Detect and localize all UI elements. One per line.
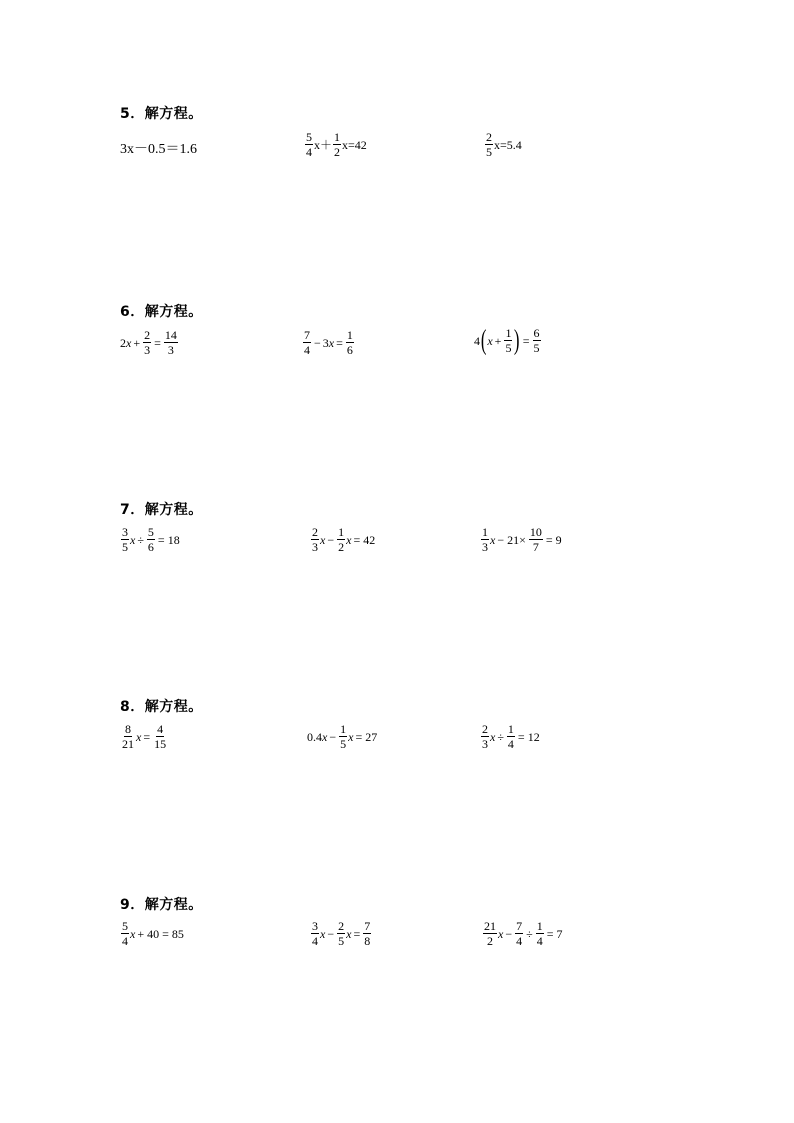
variable: x xyxy=(320,532,326,547)
problem-8 xyxy=(0,696,794,886)
fraction-denominator: 4 xyxy=(304,343,310,357)
fraction-denominator: 5 xyxy=(533,341,540,355)
fraction xyxy=(337,526,345,553)
fraction xyxy=(533,327,541,354)
fraction xyxy=(504,327,512,354)
fraction-denominator: 21 xyxy=(122,737,134,751)
fraction xyxy=(153,723,167,750)
fraction xyxy=(339,723,347,750)
operator: ÷ xyxy=(137,532,144,547)
fraction-numerator: 1 xyxy=(482,525,488,539)
fraction xyxy=(311,526,319,553)
equation-tail: = 18 xyxy=(157,532,180,547)
equals-sign: = xyxy=(353,926,361,941)
fraction xyxy=(481,723,489,750)
fraction xyxy=(121,920,129,947)
fraction-denominator: 4 xyxy=(306,145,312,159)
equation-7c xyxy=(480,526,564,553)
fraction-denominator: 3 xyxy=(482,737,488,751)
equation-5b xyxy=(304,131,367,158)
left-paren: ( xyxy=(480,324,487,356)
fraction-denominator: 6 xyxy=(147,540,154,554)
variable: x xyxy=(346,926,352,941)
fraction-denominator: 4 xyxy=(507,737,514,751)
equation-8b xyxy=(307,723,379,750)
fraction-denominator: 3 xyxy=(312,540,318,554)
fraction-denominator: 5 xyxy=(505,341,512,355)
fraction-numerator: 1 xyxy=(334,130,341,144)
problem-title: 9．解方程。 xyxy=(120,897,203,913)
variable: x xyxy=(348,729,354,744)
fraction-numerator: 8 xyxy=(125,722,131,736)
equals-sign: = xyxy=(522,333,530,348)
fraction xyxy=(121,723,135,750)
variable: x xyxy=(322,729,328,744)
problem-title: 6．解方程。 xyxy=(120,304,203,320)
fraction-numerator: 1 xyxy=(338,525,345,539)
fraction-numerator: 2 xyxy=(482,722,488,736)
operator: − xyxy=(505,926,513,941)
fraction-denominator: 5 xyxy=(486,145,492,159)
fraction-numerator: 1 xyxy=(505,326,512,340)
fraction xyxy=(483,920,497,947)
problem-title: 8．解方程。 xyxy=(120,699,203,715)
fraction-numerator: 2 xyxy=(144,328,151,342)
fraction-denominator: 3 xyxy=(167,343,174,357)
fraction xyxy=(147,526,155,553)
fraction-denominator: 5 xyxy=(122,540,128,554)
equals-sign: = xyxy=(154,335,161,350)
fraction xyxy=(515,920,523,947)
fraction-numerator: 7 xyxy=(516,919,523,933)
number: 3 xyxy=(322,335,329,350)
equation-6a xyxy=(120,329,179,356)
fraction-numerator: 1 xyxy=(507,722,514,736)
variable: x xyxy=(328,335,335,350)
variable: x xyxy=(498,926,504,941)
fraction-numerator: 4 xyxy=(157,722,164,736)
operator: − xyxy=(327,532,335,547)
fraction-numerator: 7 xyxy=(364,919,371,933)
fraction xyxy=(529,526,543,553)
variable: x xyxy=(126,335,132,350)
equation-part: x＋ xyxy=(314,137,333,152)
fraction-numerator: 2 xyxy=(312,525,318,539)
equals-sign: = xyxy=(143,729,151,744)
number: 0.4 xyxy=(307,729,322,744)
equation-part: x=5.4 xyxy=(494,137,522,152)
fraction xyxy=(121,526,129,553)
fraction xyxy=(485,131,493,158)
problem-6 xyxy=(0,301,794,491)
equation-7b xyxy=(310,526,377,553)
fraction-numerator: 5 xyxy=(306,130,312,144)
fraction xyxy=(363,920,371,947)
problem-title: 5．解方程。 xyxy=(120,106,203,122)
fraction-numerator: 21 xyxy=(484,919,496,933)
fraction-denominator: 7 xyxy=(532,540,539,554)
fraction-numerator: 1 xyxy=(536,919,543,933)
fraction xyxy=(346,329,354,356)
equation-8c xyxy=(480,723,542,750)
equation-9c xyxy=(482,920,564,947)
problem-title: 7．解方程。 xyxy=(120,502,203,518)
right-paren: ) xyxy=(514,324,520,356)
fraction-denominator: 2 xyxy=(334,145,341,159)
equation-7a xyxy=(120,526,182,553)
variable: x xyxy=(490,532,496,547)
fraction-denominator: 4 xyxy=(536,934,543,948)
number: 2 xyxy=(120,335,126,350)
fraction-denominator: 5 xyxy=(340,737,347,751)
fraction-numerator: 7 xyxy=(304,328,310,342)
fraction-denominator: 4 xyxy=(122,934,128,948)
equation-6c xyxy=(474,324,542,356)
variable: x xyxy=(320,926,326,941)
fraction xyxy=(311,920,319,947)
operator: ÷ xyxy=(526,926,533,941)
fraction-numerator: 14 xyxy=(164,328,177,342)
operator: ÷ xyxy=(497,729,504,744)
equation-tail: = 42 xyxy=(353,532,376,547)
number: 4 xyxy=(474,333,480,348)
fraction xyxy=(303,329,311,356)
equation-text: 3x－0.5＝1.6 xyxy=(120,142,197,157)
fraction-denominator: 8 xyxy=(364,934,371,948)
fraction-denominator: 3 xyxy=(144,343,151,357)
variable: x xyxy=(346,532,352,547)
fraction xyxy=(337,920,345,947)
fraction-numerator: 5 xyxy=(147,525,154,539)
fraction-numerator: 3 xyxy=(312,919,318,933)
equation-tail: = 12 xyxy=(517,729,540,744)
equation-9a xyxy=(120,920,186,947)
equation-tail: = 9 xyxy=(545,532,562,547)
fraction-numerator: 10 xyxy=(529,525,542,539)
fraction-denominator: 2 xyxy=(487,934,493,948)
equation-part: − 21× xyxy=(497,532,526,547)
equation-tail: + 40 = 85 xyxy=(137,926,184,941)
fraction-numerator: 6 xyxy=(533,326,540,340)
problem-9 xyxy=(0,894,794,1084)
fraction-numerator: 1 xyxy=(340,722,347,736)
equation-5a xyxy=(120,143,197,157)
equation-part: x=42 xyxy=(342,137,367,152)
fraction-denominator: 4 xyxy=(312,934,318,948)
equation-tail: = 27 xyxy=(355,729,378,744)
equation-9b xyxy=(310,920,372,947)
fraction xyxy=(481,526,489,553)
fraction xyxy=(143,329,151,356)
variable: x xyxy=(490,729,496,744)
fraction-numerator: 2 xyxy=(338,919,345,933)
variable: x xyxy=(136,729,142,744)
fraction-denominator: 5 xyxy=(338,934,345,948)
equation-8a xyxy=(120,723,168,750)
problem-7 xyxy=(0,499,794,689)
fraction xyxy=(333,131,341,158)
problem-5 xyxy=(0,103,794,293)
fraction-denominator: 15 xyxy=(154,737,167,751)
equation-5c xyxy=(484,131,522,158)
operator: − xyxy=(327,926,335,941)
fraction-numerator: 1 xyxy=(346,328,353,342)
operator: + xyxy=(133,335,141,350)
fraction-denominator: 4 xyxy=(516,934,523,948)
fraction xyxy=(507,723,515,750)
variable: x xyxy=(487,333,493,348)
variable: x xyxy=(130,532,136,547)
fraction-denominator: 6 xyxy=(346,343,353,357)
fraction-denominator: 2 xyxy=(338,540,345,554)
fraction-numerator: 5 xyxy=(122,919,128,933)
operator: − xyxy=(329,729,337,744)
operator: − xyxy=(314,335,321,350)
fraction xyxy=(164,329,178,356)
fraction xyxy=(536,920,544,947)
equation-6b xyxy=(302,329,355,356)
variable: x xyxy=(130,926,136,941)
operator: + xyxy=(494,333,502,348)
equals-sign: = xyxy=(336,335,343,350)
equation-tail: = 7 xyxy=(546,926,563,941)
fraction xyxy=(305,131,313,158)
fraction-numerator: 3 xyxy=(122,525,128,539)
fraction-numerator: 2 xyxy=(486,130,492,144)
fraction-denominator: 3 xyxy=(482,540,488,554)
